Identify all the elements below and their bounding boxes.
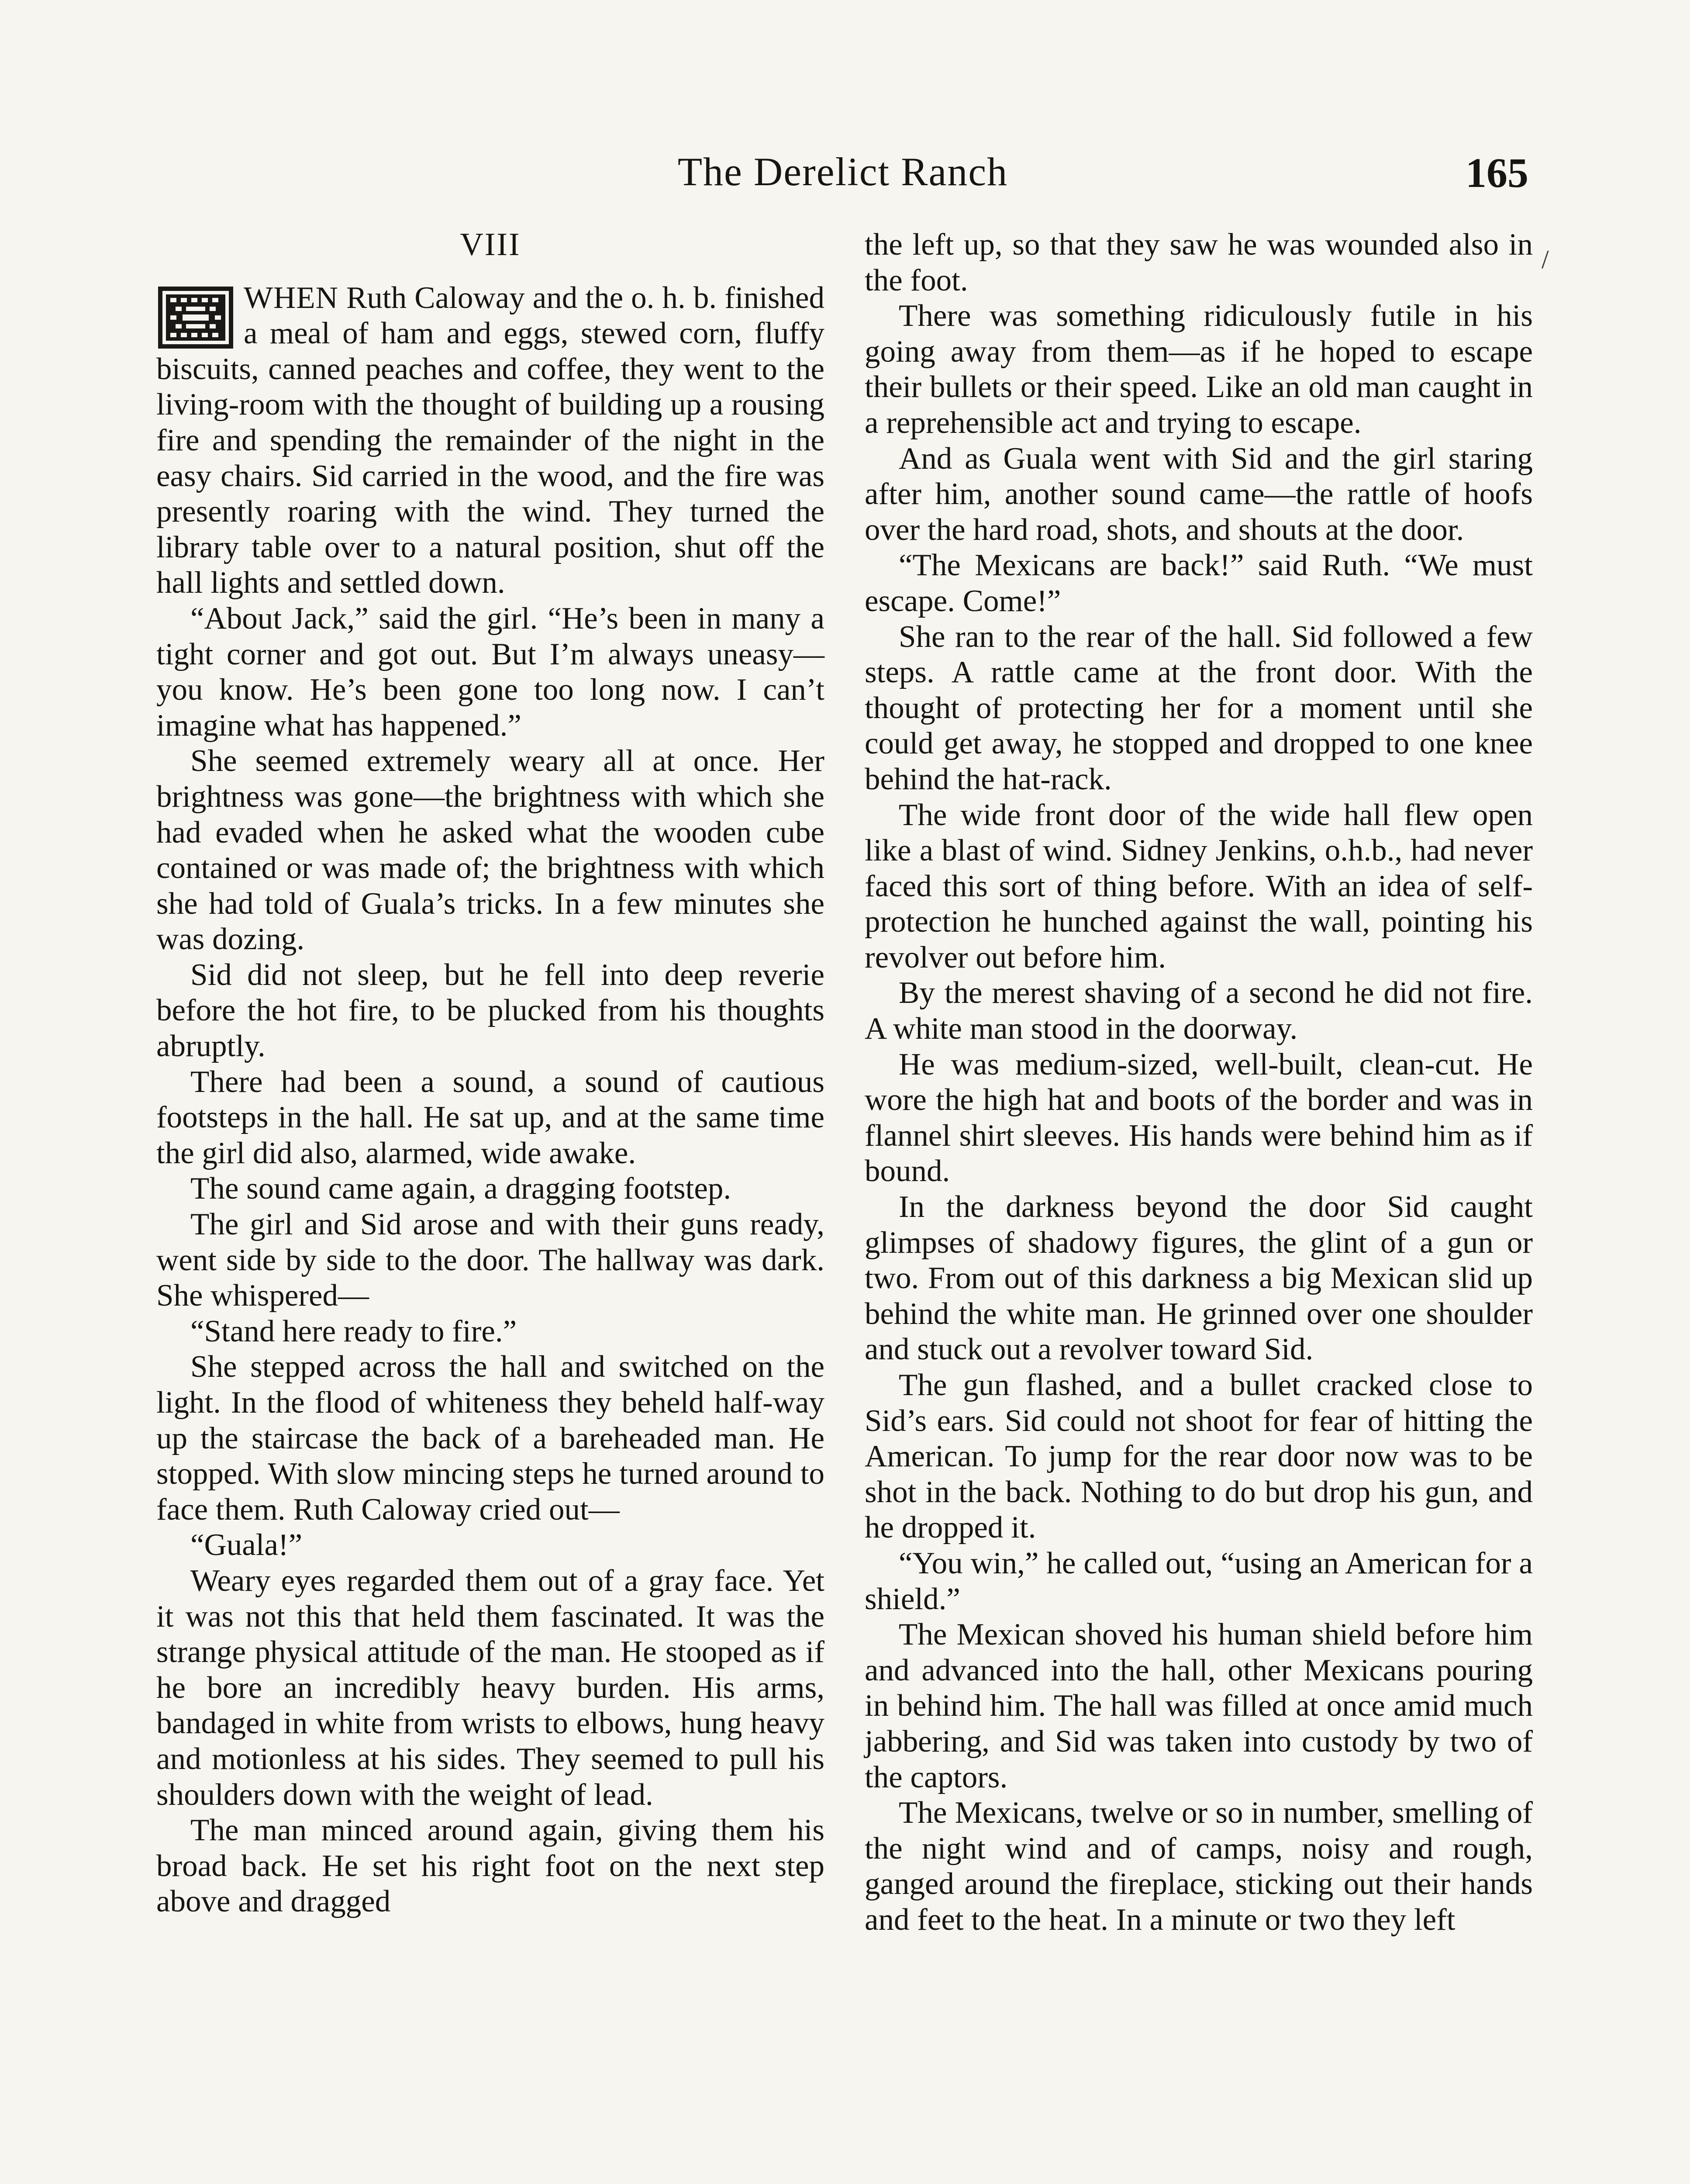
paragraph: By the merest shaving of a second he did not fire. A white man stood in the doorway. <box>865 976 1533 1046</box>
paragraph: “About Jack,” said the girl. “He’s been in many a tight corner and got out. But I’m always uneasy—you know. He’s been gone too long now. I can’t imagine what has happened.” <box>156 601 824 743</box>
paragraph: “Guala!” <box>190 1528 303 1562</box>
paragraph: She ran to the rear of the hall. Sid followed a few steps. A rattle came at the front door. With the thought of protecting her for a moment until she could get away, he stopped and dropped to one knee behind the hat-rack. <box>865 619 1533 796</box>
ornamental-initial-icon <box>156 285 235 350</box>
paragraph: There was something ridiculously futile in his going away from them—as if he hoped to escape their bullets or their speed. Like an old man caught in a reprehensible act and trying to escape. <box>865 299 1533 440</box>
paragraph: The Mexican shoved his human shield before him and advanced into the hall, other Mexicans pouring in behind him. The hall was filled at once amid much jabbering, and Sid was taken into custody by two of the captors. <box>865 1617 1533 1794</box>
paragraph: The sound came again, a dragging footstep. <box>190 1171 731 1206</box>
paragraph: “Stand here ready to fire.” <box>190 1314 517 1348</box>
continued-paragraph: the left up, so that they saw he was wounded also in the foot. <box>865 228 1533 297</box>
paragraph: Sid did not sleep, but he fell into deep reverie before the hot fire, to be plucked from his thoughts abruptly. <box>156 957 824 1064</box>
paragraph: The man minced around again, giving them his broad back. He set his right foot on the next step above and dragged <box>156 1813 824 1919</box>
paragraph: She seemed extremely weary all at once. Her brightness was gone—the brightness with which she had evaded when he asked what the wooden cube contained or was made of; the brightness with which she had told of Guala’s tricks. In a few minutes she was dozing. <box>156 744 824 957</box>
margin-tick-mark: / <box>1542 245 1549 274</box>
first-paragraph <box>156 280 824 601</box>
paragraph: The Mexicans, twelve or so in number, smelling of the night wind and of camps, noisy and rough, ganged around the fireplace, sticking out their hands and feet to the heat. In a minute or two they left <box>865 1796 1533 1937</box>
paragraph: Weary eyes regarded them out of a gray face. Yet it was not this that held them fascinated. It was the strange physical attitude of the man. He stooped as if he bore an incredibly heavy burden. His arms, bandaged in white from wrists to elbows, hung heavy and motionless at his sides. They seemed to pull his shoulders down with the weight of lead. <box>156 1563 824 1812</box>
ornament-pattern-icon <box>156 285 235 350</box>
right-column <box>865 227 1533 1938</box>
lead-word: WHEN <box>244 280 338 315</box>
running-title: The Derelict Ranch <box>677 149 1008 194</box>
running-head <box>157 144 1528 205</box>
paragraph: She stepped across the hall and switched on the light. In the flood of whiteness they beheld half-way up the staircase the back of a bareheaded man. He stopped. With slow mincing steps he turned around to face them. Ruth Caloway cried out— <box>156 1350 824 1527</box>
paragraph: He was medium-sized, well-built, clean-cut. He wore the high hat and boots of the border and was in flannel shirt sleeves. His hands were behind him as if bound. <box>865 1047 1533 1189</box>
paragraph: The wide front door of the wide hall flew open like a blast of wind. Sidney Jenkins, o.h.b., had never faced this sort of thing before. With an idea of self-protection he hunched against the wall, pointing his revolver out before him. <box>865 798 1533 975</box>
paragraph: There had been a sound, a sound of cautious footsteps in the hall. He sat up, and at the same time the girl did also, alarmed, wide awake. <box>156 1064 824 1170</box>
paragraph: The girl and Sid arose and with their guns ready, went side by side to the door. The hallway was dark. She whispered— <box>156 1207 824 1313</box>
first-paragraph-text: Ruth Caloway and the o. h. b. finished a meal of ham and eggs, stewed corn, fluffy biscuits, canned peaches and coffee, they went to the living-room with the thought of building up a rousing fire and spending the remainder of the night in the easy chairs. Sid carried in the wood, and the fire was presently roaring with the wind. They turned the library table over to a natural position, shut off the hall lights and settled down. <box>156 280 824 600</box>
paragraph: The gun flashed, and a bullet cracked close to Sid’s ears. Sid could not shoot for fear of hitting the American. To jump for the rear door now was to be shot in the back. Nothing to do but drop his gun, and he dropped it. <box>865 1368 1533 1545</box>
paragraph: “The Mexicans are back!” said Ruth. “We must escape. Come!” <box>865 548 1533 618</box>
page-number: 165 <box>1466 149 1528 196</box>
chapter-heading: VIII <box>460 227 521 263</box>
paragraph: And as Guala went with Sid and the girl staring after him, another sound came—the rattle of hoofs over the hard road, shots, and shouts at the door. <box>865 441 1533 547</box>
paragraph: “You win,” he called out, “using an American for a shield.” <box>865 1546 1533 1616</box>
left-column <box>156 227 824 1920</box>
paragraph: In the darkness beyond the door Sid caught glimpses of shadowy figures, the glint of a gun or two. From out of this darkness a big Mexican slid up behind the white man. He grinned over one shoulder and stuck out a revolver toward Sid. <box>865 1190 1533 1367</box>
